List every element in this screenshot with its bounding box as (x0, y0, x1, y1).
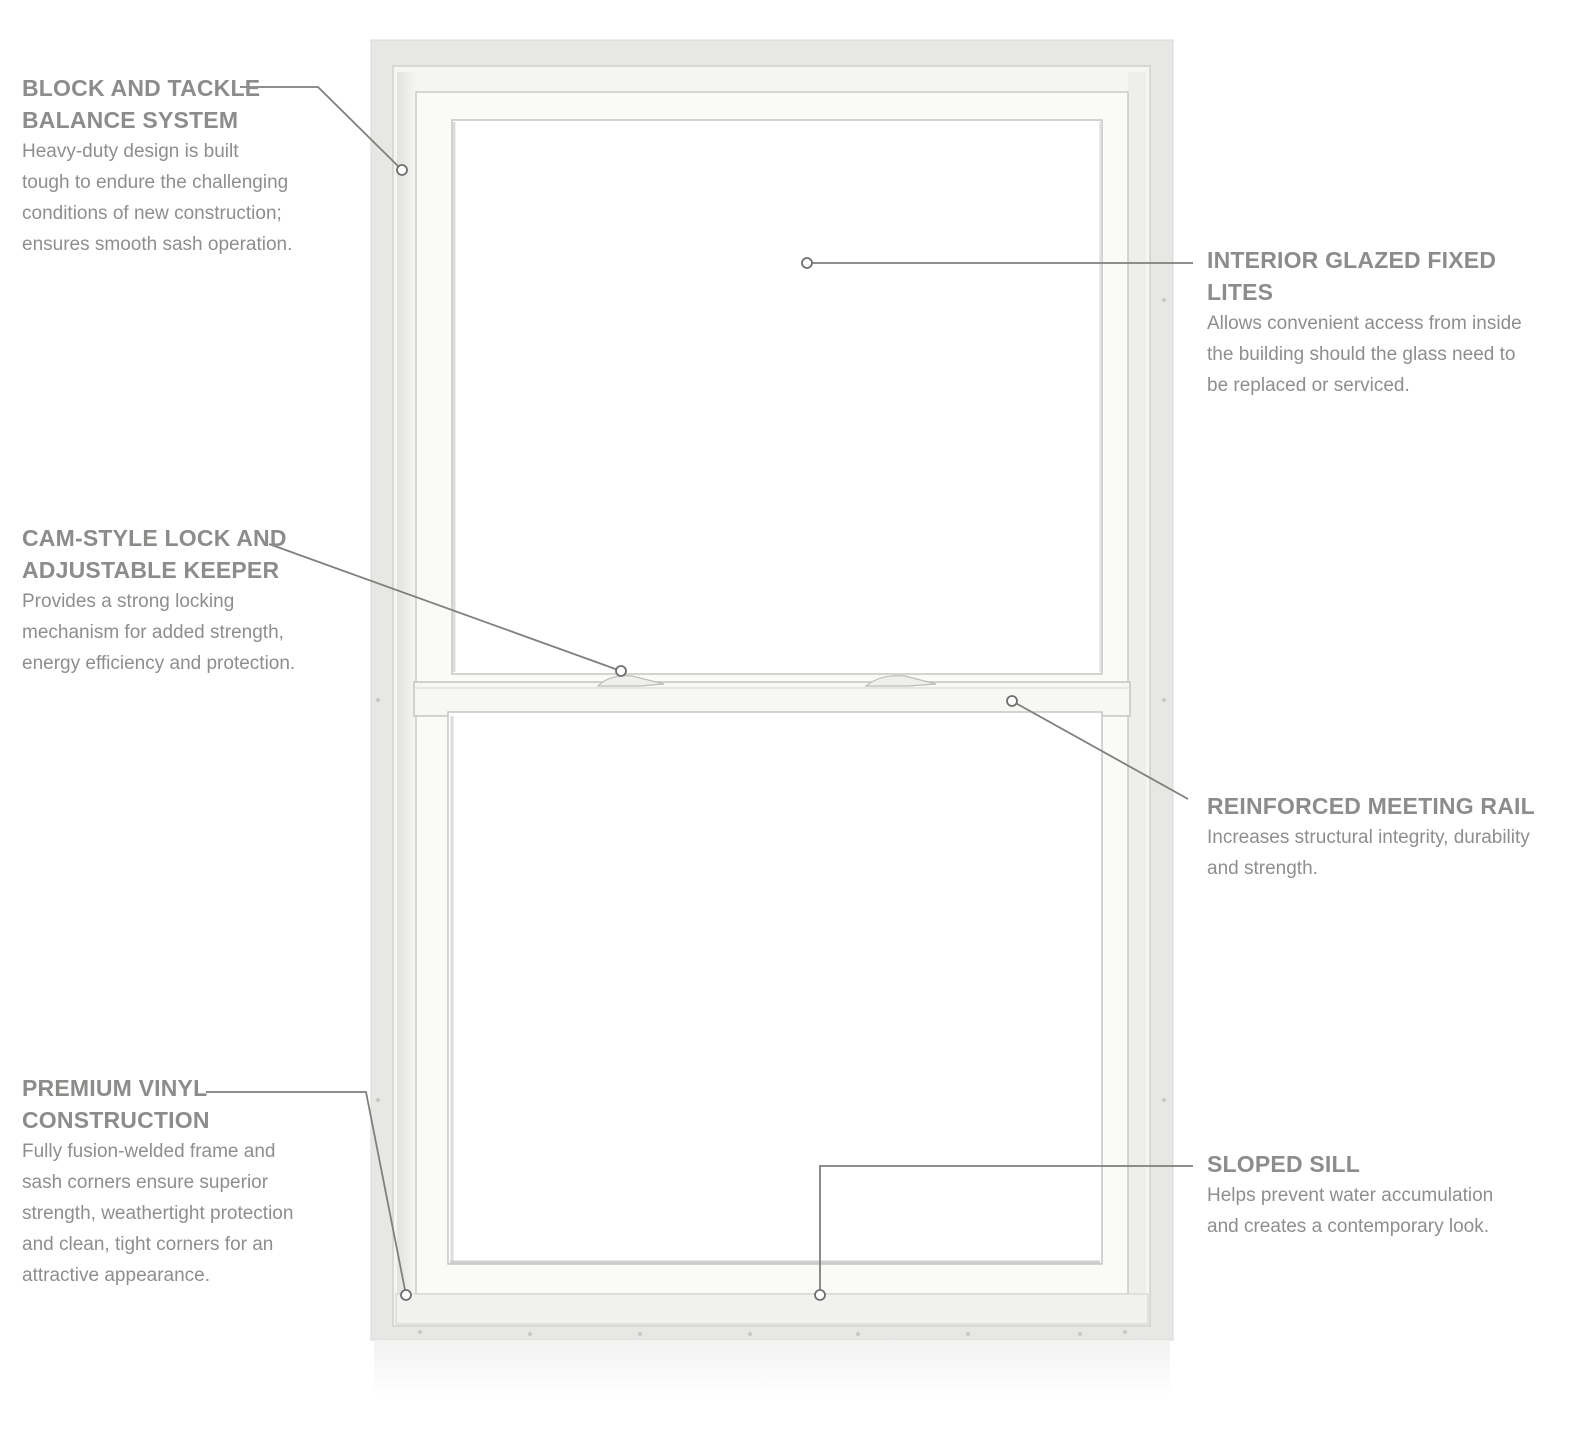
callout-title: SLOPED SILL (1207, 1151, 1360, 1177)
callout-description: Helps prevent water accumulation and creates a contemporary look. (1207, 1185, 1494, 1237)
callout-title: CAM-STYLE LOCK AND ADJUSTABLE KEEPER (22, 525, 287, 583)
marker-block-tackle (397, 165, 407, 175)
callout-meeting-rail (1207, 790, 1567, 884)
callout-cam-lock (22, 522, 342, 679)
callout-description: Increases structural integrity, durability and strength. (1207, 827, 1530, 879)
marker-cam-lock (616, 666, 626, 676)
callout-title: PREMIUM VINYL CONSTRUCTION (22, 1075, 210, 1133)
sill (396, 1294, 1148, 1324)
upper-glass (452, 120, 1102, 674)
callout-title: REINFORCED MEETING RAIL (1207, 793, 1535, 819)
marker-interior-glazed (802, 258, 812, 268)
marker-meeting-rail (1007, 696, 1017, 706)
marker-premium-vinyl (401, 1290, 411, 1300)
callout-premium-vinyl (22, 1072, 342, 1291)
callout-interior-glazed (1207, 244, 1552, 401)
callout-description: Heavy-duty design is built tough to endure the challenging conditions of new construction; ensures smooth sash operation. (22, 141, 293, 255)
callout-description: Fully fusion-welded frame and sash corners ensure superior strength, weathertight protection and clean, tight corners for an attractive appearance. (22, 1141, 294, 1286)
floor-reflection (374, 1340, 1170, 1396)
marker-sloped-sill (815, 1290, 825, 1300)
lower-glass (448, 712, 1102, 1264)
left-jamb (397, 72, 415, 1318)
callout-sloped-sill (1207, 1148, 1552, 1242)
callout-description: Allows convenient access from inside the building should the glass need to be replaced or serviced. (1207, 313, 1522, 396)
callout-description: Provides a strong locking mechanism for added strength, energy efficiency and protection. (22, 591, 296, 674)
callout-title: BLOCK AND TACKLE BALANCE SYSTEM (22, 75, 261, 133)
callout-title: INTERIOR GLAZED FIXED LITES (1207, 247, 1497, 305)
meeting-rail (414, 682, 1130, 716)
callout-block-tackle (22, 72, 342, 260)
